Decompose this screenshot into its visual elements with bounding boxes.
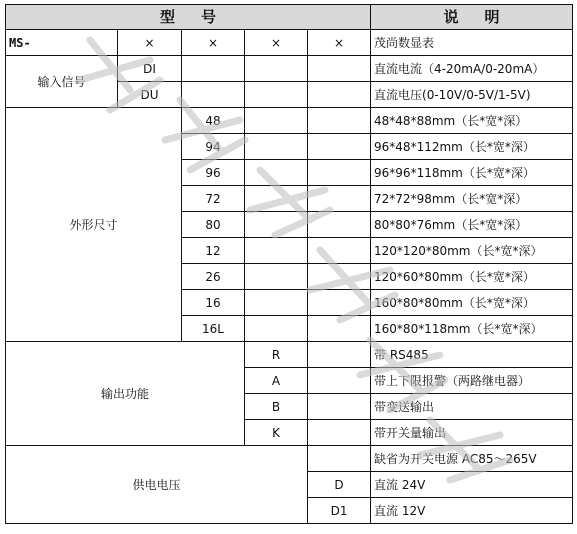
dimension-description: 120*60*80mm（长*宽*深）	[371, 264, 573, 290]
dimension-code: 72	[182, 186, 245, 212]
empty-cell	[182, 82, 245, 108]
table-header-row	[6, 5, 573, 30]
empty-cell	[308, 238, 371, 264]
power-description: 直流 12V	[371, 498, 573, 524]
model-prefix: MS-	[6, 30, 118, 56]
empty-cell	[308, 290, 371, 316]
empty-cell	[245, 108, 308, 134]
dimension-description: 96*96*118mm（长*宽*深）	[371, 160, 573, 186]
table-row	[6, 342, 573, 368]
empty-cell	[308, 108, 371, 134]
empty-cell	[182, 56, 245, 82]
output-code: K	[245, 420, 308, 446]
empty-cell	[308, 212, 371, 238]
dimension-description: 160*80*118mm（长*宽*深）	[371, 316, 573, 342]
table-row	[6, 108, 573, 134]
model-selection-table	[5, 4, 573, 524]
placeholder-mark-4: ×	[308, 30, 371, 56]
model-description: 茂尚数显表	[371, 30, 573, 56]
dimension-description: 72*72*98mm（长*宽*深）	[371, 186, 573, 212]
output-description: 带 RS485	[371, 342, 573, 368]
table-row	[6, 56, 573, 82]
dimension-description: 80*80*76mm（长*宽*深）	[371, 212, 573, 238]
dimension-code: 94	[182, 134, 245, 160]
empty-cell	[308, 342, 371, 368]
power-code	[308, 446, 371, 472]
empty-cell	[308, 82, 371, 108]
placeholder-mark-3: ×	[245, 30, 308, 56]
dimensions-label: 外形尺寸	[6, 108, 182, 342]
dimension-description: 48*48*88mm（长*宽*深）	[371, 108, 573, 134]
dimension-description: 96*48*112mm（长*宽*深）	[371, 134, 573, 160]
empty-cell	[245, 264, 308, 290]
power-description: 缺省为开关电源 AC85～265V	[371, 446, 573, 472]
empty-cell	[308, 56, 371, 82]
model-header: 型号	[6, 5, 371, 30]
output-description: 带开关量输出	[371, 420, 573, 446]
empty-cell	[308, 420, 371, 446]
empty-cell	[308, 316, 371, 342]
empty-cell	[245, 290, 308, 316]
dimension-code: 80	[182, 212, 245, 238]
input-description: 直流电流（4-20mA/0-20mA）	[371, 56, 573, 82]
output-code: A	[245, 368, 308, 394]
power-description: 直流 24V	[371, 472, 573, 498]
output-code: R	[245, 342, 308, 368]
description-header: 说明	[371, 5, 573, 30]
empty-cell	[245, 212, 308, 238]
placeholder-mark-1: ×	[118, 30, 182, 56]
empty-cell	[308, 264, 371, 290]
dimension-code: 48	[182, 108, 245, 134]
input-description: 直流电压(0-10V/0-5V/1-5V)	[371, 82, 573, 108]
output-code: B	[245, 394, 308, 420]
dimension-description: 120*120*80mm（长*宽*深）	[371, 238, 573, 264]
table-row	[6, 446, 573, 472]
empty-cell	[308, 394, 371, 420]
output-function-label: 输出功能	[6, 342, 245, 446]
output-description: 带上下限报警（两路继电器）	[371, 368, 573, 394]
empty-cell	[245, 56, 308, 82]
empty-cell	[245, 316, 308, 342]
dimension-code: 16	[182, 290, 245, 316]
power-supply-label: 供电电压	[6, 446, 308, 524]
input-code: DU	[118, 82, 182, 108]
empty-cell	[245, 186, 308, 212]
empty-cell	[308, 160, 371, 186]
dimension-code: 26	[182, 264, 245, 290]
empty-cell	[245, 134, 308, 160]
dimension-description: 160*80*80mm（长*宽*深）	[371, 290, 573, 316]
empty-cell	[245, 160, 308, 186]
output-description: 带变送输出	[371, 394, 573, 420]
dimension-code: 16L	[182, 316, 245, 342]
dimension-code: 96	[182, 160, 245, 186]
empty-cell	[308, 368, 371, 394]
power-code: D	[308, 472, 371, 498]
dimension-code: 12	[182, 238, 245, 264]
model-code-row	[6, 30, 573, 56]
empty-cell	[308, 134, 371, 160]
empty-cell	[245, 238, 308, 264]
input-signal-label: 输入信号	[6, 56, 118, 108]
power-code: D1	[308, 498, 371, 524]
empty-cell	[308, 186, 371, 212]
input-code: DI	[118, 56, 182, 82]
empty-cell	[245, 82, 308, 108]
placeholder-mark-2: ×	[182, 30, 245, 56]
